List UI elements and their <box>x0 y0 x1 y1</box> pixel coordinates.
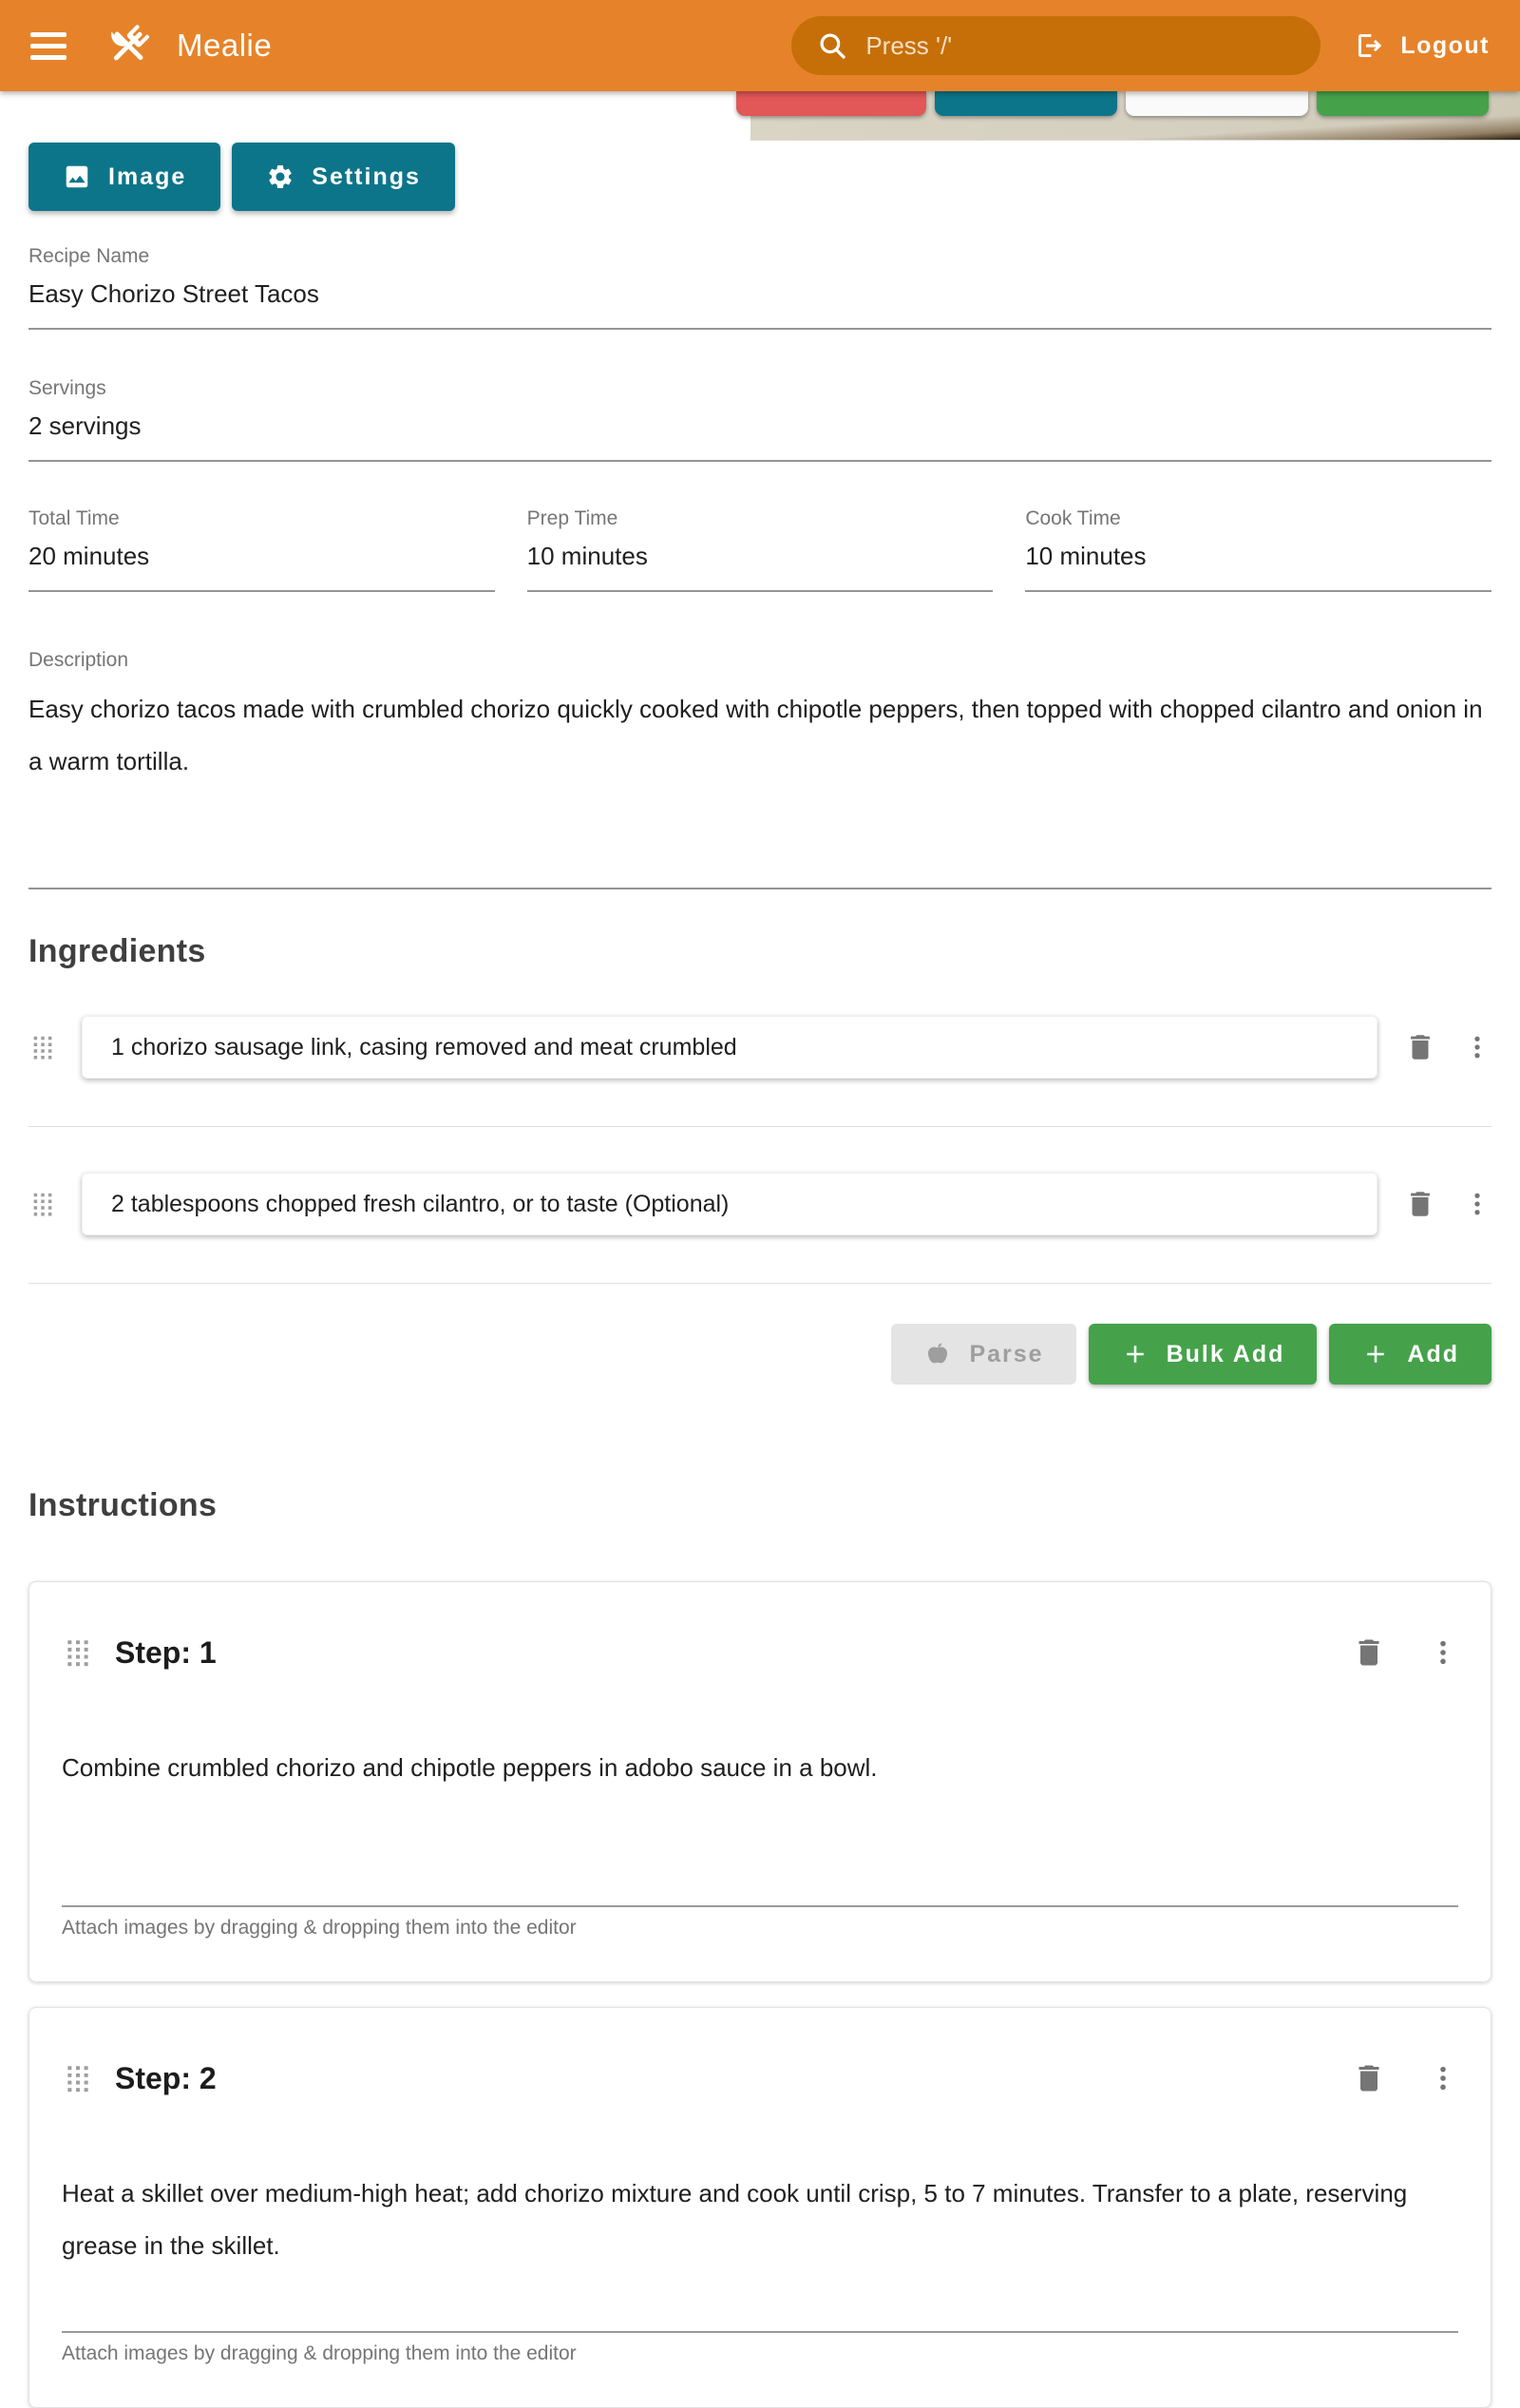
ingredient-row <box>28 1016 1492 1079</box>
ingredient-divider <box>28 1283 1492 1284</box>
mealie-logo-icon[interactable] <box>101 18 156 73</box>
description-label: Description <box>28 649 129 671</box>
parse-button[interactable] <box>891 1324 1075 1385</box>
ingredients-heading: Ingredients <box>28 933 206 969</box>
logout-label: Logout <box>1400 31 1490 59</box>
plus-icon <box>1361 1340 1390 1368</box>
description-field[interactable] <box>28 649 1492 889</box>
ingredient-menu-icon[interactable] <box>1463 1190 1492 1218</box>
step-card-1 <box>28 1581 1492 1982</box>
cook-time-value[interactable]: 10 minutes <box>1025 542 1147 570</box>
json-editor-button[interactable] <box>935 91 1117 116</box>
prep-time-label: Prep Time <box>526 507 618 529</box>
step-title: Step: 2 <box>115 2060 217 2095</box>
search-bar[interactable] <box>791 16 1320 75</box>
app-header <box>0 0 1520 91</box>
drag-handle-icon[interactable] <box>28 1187 57 1221</box>
cancel-edit-button[interactable] <box>1126 91 1308 116</box>
gear-icon <box>266 162 294 191</box>
recipe-name-value[interactable]: Easy Chorizo Street Tacos <box>28 279 319 308</box>
servings-value[interactable]: 2 servings <box>28 411 142 440</box>
step-card-2 <box>28 2007 1492 2408</box>
app-title: Mealie <box>177 28 273 63</box>
drag-handle-icon[interactable] <box>62 2059 94 2097</box>
delete-ingredient-icon[interactable] <box>1404 1031 1436 1063</box>
delete-step-icon[interactable] <box>1352 2061 1386 2095</box>
image-button[interactable] <box>28 143 220 211</box>
total-time-label: Total Time <box>28 507 120 529</box>
recipe-image-strip <box>0 91 1520 141</box>
ingredient-text: 2 tablespoons chopped fresh cilantro, or to taste (Optional) <box>111 1190 730 1217</box>
parse-button-label: Parse <box>969 1340 1044 1367</box>
total-time-field[interactable] <box>28 507 495 592</box>
recipe-name-field[interactable] <box>28 245 1492 330</box>
plus-icon <box>1121 1340 1150 1368</box>
cook-time-label: Cook Time <box>1025 507 1121 529</box>
search-placeholder: Press '/' <box>865 30 953 60</box>
servings-field[interactable] <box>28 377 1492 462</box>
hamburger-icon <box>30 32 72 60</box>
logout-icon <box>1355 30 1385 61</box>
attach-images-hint: Attach images by dragging & dropping them into the editor <box>62 2331 1458 2365</box>
attach-images-hint: Attach images by dragging & dropping them into the editor <box>62 1905 1458 1940</box>
menu-button[interactable] <box>30 26 72 67</box>
drag-handle-icon[interactable] <box>28 1030 57 1064</box>
step-menu-icon[interactable] <box>1428 2063 1458 2093</box>
step-menu-icon[interactable] <box>1428 1637 1458 1668</box>
prep-time-field[interactable] <box>527 507 994 592</box>
image-icon <box>63 162 91 191</box>
image-button-label: Image <box>108 162 187 190</box>
recipe-editor <box>0 141 1520 2408</box>
step-text-editor[interactable]: Heat a skillet over medium-high heat; add chorizo mixture and cook until crisp, 5 to 7 minutes. Transfer to a plate, reserving grease in the skillet. <box>62 2179 1408 2260</box>
total-time-value[interactable]: 20 minutes <box>28 542 150 570</box>
add-ingredient-button[interactable] <box>1329 1324 1492 1385</box>
delete-recipe-button[interactable] <box>736 91 926 116</box>
save-recipe-button[interactable] <box>1317 91 1489 116</box>
bulk-add-button-label: Bulk Add <box>1166 1340 1285 1367</box>
add-button-label: Add <box>1407 1340 1459 1367</box>
logout-button[interactable] <box>1355 30 1490 61</box>
ingredient-menu-icon[interactable] <box>1463 1033 1492 1061</box>
ingredient-text: 1 chorizo sausage link, casing removed and meat crumbled <box>111 1033 737 1061</box>
settings-button-label: Settings <box>312 162 421 190</box>
step-title: Step: 1 <box>115 1634 217 1670</box>
recipe-name-label: Recipe Name <box>28 245 150 267</box>
description-value[interactable]: Easy chorizo tacos made with crumbled chorizo quickly cooked with chipotle peppers, then topped with chopped cilantro and onion in a warm tortilla. <box>28 695 1483 775</box>
servings-label: Servings <box>28 377 106 399</box>
ingredient-input[interactable] <box>82 1016 1378 1079</box>
ingredient-divider <box>28 1126 1492 1127</box>
apple-icon <box>923 1340 952 1368</box>
instructions-heading: Instructions <box>28 1487 218 1523</box>
step-text-editor[interactable]: Combine crumbled chorizo and chipotle peppers in adobo sauce in a bowl. <box>62 1753 878 1782</box>
search-icon <box>816 29 848 62</box>
bulk-add-button[interactable] <box>1089 1324 1318 1385</box>
ingredient-input[interactable] <box>82 1173 1378 1235</box>
drag-handle-icon[interactable] <box>62 1634 94 1672</box>
delete-ingredient-icon[interactable] <box>1404 1188 1436 1220</box>
ingredient-row <box>28 1173 1492 1235</box>
cook-time-field[interactable] <box>1025 507 1492 592</box>
delete-step-icon[interactable] <box>1352 1635 1386 1670</box>
prep-time-value[interactable]: 10 minutes <box>526 542 648 570</box>
settings-button[interactable] <box>232 143 455 211</box>
